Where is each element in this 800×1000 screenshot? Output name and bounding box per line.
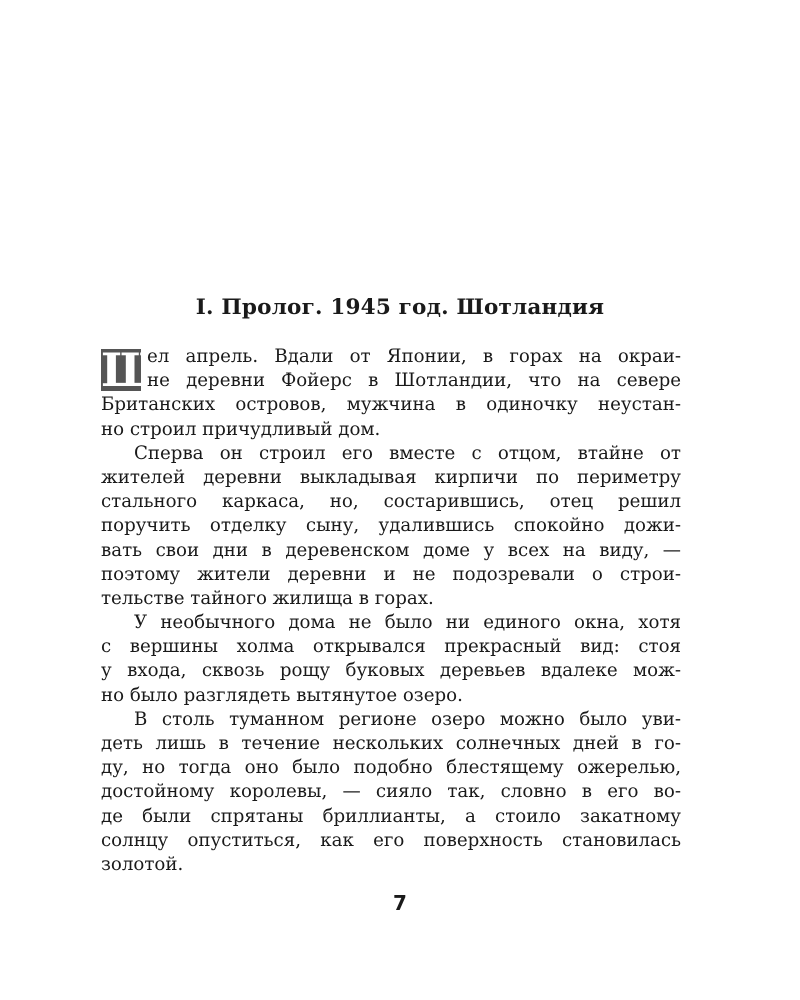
text-line: У необычного дома не было ни единого окна, хотя bbox=[134, 612, 681, 634]
paragraph-1 bbox=[101, 345, 681, 442]
text-line: поэтому жители деревни и не подозревали о строи- bbox=[101, 563, 681, 585]
paragraph-3 bbox=[101, 611, 681, 708]
text-line: достойному королевы, — сияло так, словно в его во- bbox=[101, 781, 681, 803]
text-line: не деревни Фойерс в Шотландии, что на севере bbox=[147, 370, 681, 392]
text-line: но строил причудливый дом. bbox=[101, 418, 381, 440]
text-line: жителей деревни выкладывая кирпичи по периметру bbox=[101, 466, 681, 488]
text-line: Британских островов, мужчина в одиночку неустан- bbox=[101, 394, 681, 416]
text-line: деть лишь в течение нескольких солнечных дней в го- bbox=[101, 733, 681, 754]
text-line: В столь туманном регионе озеро можно было уви- bbox=[134, 708, 681, 730]
paragraph-2 bbox=[101, 442, 681, 611]
text-line: ел апрель. Вдали от Японии, в горах на окраи- bbox=[147, 346, 681, 367]
text-line: с вершины холма открывался прекрасный вид: стоя bbox=[101, 636, 681, 658]
chapter-heading: I. Пролог. 1945 год. Шотландия bbox=[195, 295, 605, 320]
text-line: поручить отделку сыну, удалившись спокойно дожи- bbox=[101, 515, 681, 537]
text-line: но было разглядеть вытянутое озеро. bbox=[101, 684, 463, 706]
paragraph-4 bbox=[101, 708, 681, 877]
text-line: де были спрятаны бриллианты, а стоило закатному bbox=[101, 805, 681, 827]
body-text bbox=[101, 345, 681, 877]
drop-cap: Ш bbox=[101, 343, 160, 397]
text-line: Сперва он строил его вместе с отцом, втайне от bbox=[134, 442, 681, 464]
text-line: тельстве тайного жилища в горах. bbox=[101, 587, 434, 609]
text-line: у входа, сквозь рощу буковых деревьев вдалеке мож- bbox=[101, 660, 681, 682]
text-line: солнцу опуститься, как его поверхность становилась bbox=[101, 829, 681, 851]
page-number: 7 bbox=[393, 891, 407, 915]
text-line: вать свои дни в деревенском доме у всех на виду, — bbox=[101, 539, 681, 561]
text-line: стального каркаса, но, состарившись, отец решил bbox=[101, 491, 681, 513]
text-line: золотой. bbox=[101, 853, 184, 875]
text-line: ду, но тогда оно было подобно блестящему ожерелью, bbox=[101, 757, 681, 779]
